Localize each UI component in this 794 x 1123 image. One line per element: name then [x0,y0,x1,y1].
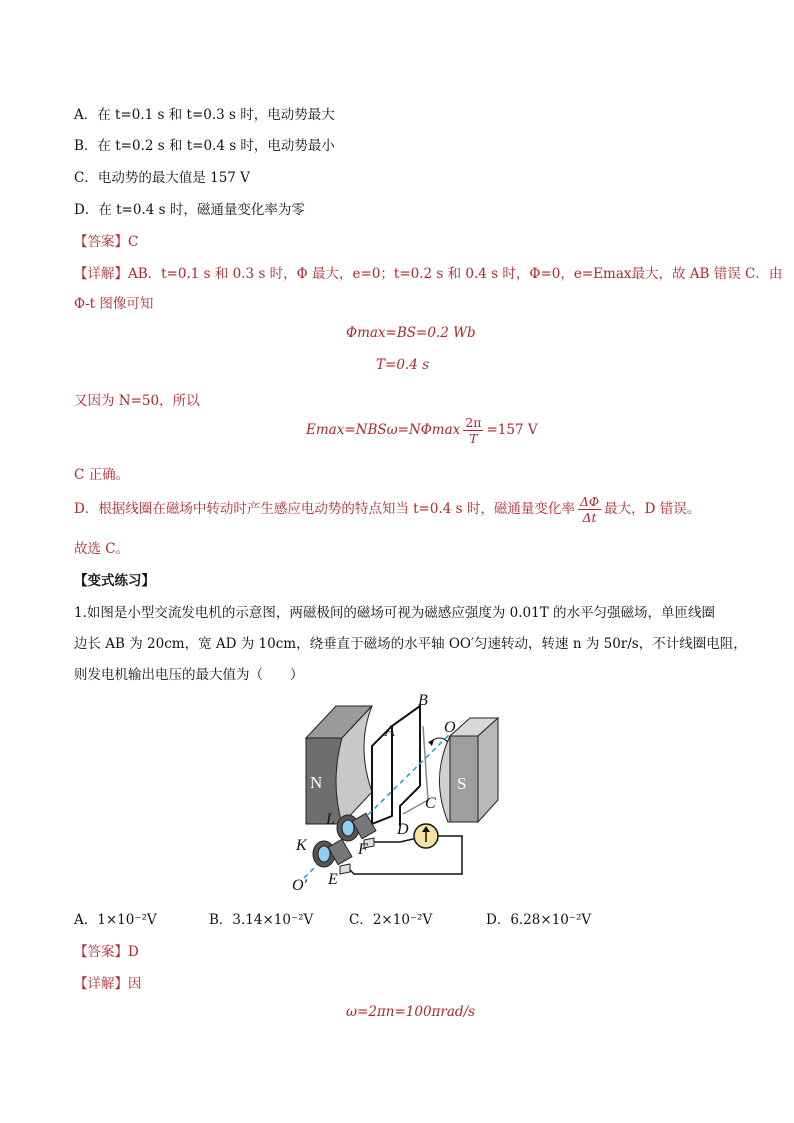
label-f: F [358,841,368,858]
label-s: S [457,774,467,793]
detail-2-label: 【详解】因 [74,976,142,992]
section-title: 【变式练习】 [74,573,155,589]
label-b: B [418,692,428,709]
option-2-b: B．3.14×10⁻²V [209,912,314,928]
equation-emax-right: =157 V [486,422,538,438]
detail-1-line-3: 又因为 N=50，所以 [74,393,200,409]
option-a: A．在 t=0.1 s 和 t=0.3 s 时，电动势最大 [74,107,335,123]
option-2-d: D．6.28×10⁻²V [486,912,592,928]
option-2-c: C．2×10⁻²V [349,912,433,928]
equation-emax-left: Emax=NBSω=NΦmax [306,422,461,438]
equation-emax [306,415,538,446]
line-5-left: D．根据线圈在磁场中转动时产生感应电动势的特点知当 t=0.4 s 时，磁通量变化率 [74,501,575,517]
label-k: K [296,837,307,854]
question-2-line-2: 边长 AB 为 20cm，宽 AD 为 10cm，绕垂直于磁场的水平轴 OO′匀速转动，转速 n 为 50r/s，不计线圈电阻， [74,636,747,652]
option-c: C．电动势的最大值是 157 V [74,170,250,186]
label-n: N [310,773,323,792]
fraction-numerator: 2π [465,415,482,430]
detail-1-line-1 [74,262,782,282]
generator-diagram [280,688,520,898]
equation-period: T=0.4 s [376,357,430,373]
option-2-a: A．1×10⁻²V [74,912,157,928]
label-d: D [397,821,409,838]
flux-rate-denominator: Δt [582,510,597,525]
equation-phi-max: Φmax=BS=0.2 Wb [346,325,476,341]
label-c: C [425,795,436,812]
detail-1-line-5 [74,494,700,525]
detail-1-text: AB．t=0.1 s 和 0.3 s 时，Φ 最大，e=0；t=0.2 s 和 0.4 s 时，Φ=0，e=Emax最大，故 AB 错误 C．由 [128,266,783,282]
detail-1-line-4: C 正确。 [74,467,130,483]
label-l: L [326,811,335,828]
label-a: A [385,723,395,740]
detail-1-line-2: Φ-t 图像可知 [74,296,154,312]
equation-omega: ω=2πn=100πrad/s [346,1004,476,1020]
flux-rate-numerator: ΔΦ [579,494,600,509]
equation-emax-fraction [463,415,483,446]
line-5-right: 最大，D 错误。 [604,501,701,517]
label-e: E [328,871,338,888]
detail-1-line-6: 故选 C。 [74,541,130,557]
detail-label: 【详解】 [74,266,128,282]
label-o-prime: O′ [292,877,308,894]
flux-rate-fraction [578,494,601,525]
question-2-line-1: 1.如图是小型交流发电机的示意图，两磁极间的磁场可视为磁感应强度为 0.01T 的水平匀强磁场，单匝线圈 [74,605,716,621]
answer-2: 【答案】D [74,944,139,960]
fraction-denominator: T [469,431,478,446]
option-d: D．在 t=0.4 s 时，磁通量变化率为零 [74,202,305,218]
option-b: B．在 t=0.2 s 和 t=0.4 s 时，电动势最小 [74,138,335,154]
label-o: O [444,719,456,736]
answer-1: 【答案】C [74,234,139,250]
question-2-line-3: 则发电机输出电压的最大值为（ ） [74,667,304,683]
